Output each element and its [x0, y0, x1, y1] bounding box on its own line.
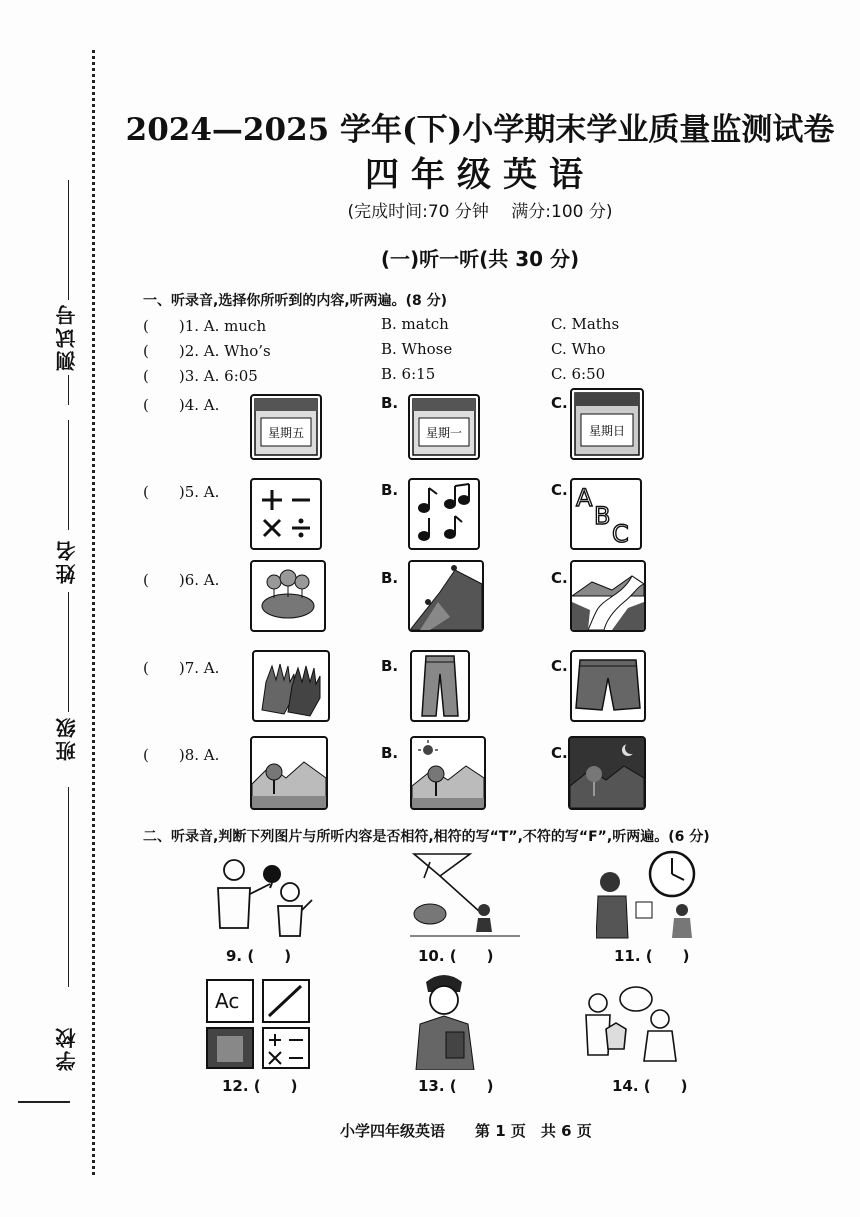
sidebar-bottom-line [18, 1101, 70, 1103]
q8-label-b: B. [381, 744, 399, 762]
school-subjects-grid-icon [205, 978, 311, 1070]
morning-landscape-icon [252, 738, 326, 808]
clock-and-students-icon [596, 846, 706, 942]
q7-picture-a[interactable] [252, 650, 330, 722]
name-underline-2 [68, 592, 69, 712]
class-underline [68, 787, 69, 987]
q6-picture-b[interactable] [408, 560, 484, 632]
q4-picture-a[interactable] [250, 394, 322, 460]
q2-option-b: B. Whose [381, 340, 453, 358]
calendar-icon [572, 390, 642, 458]
q4-c-day: 星期日 [588, 424, 626, 438]
name-label: 姓名 [55, 538, 79, 584]
q4-label-c: C. [551, 394, 568, 412]
q6-number: ( )6. A. [143, 571, 220, 589]
q5-label-c: C. [551, 481, 568, 499]
binding-sidebar [0, 0, 100, 1217]
exam-subject: 四年级英语 [365, 155, 595, 195]
q7-picture-b[interactable] [410, 650, 470, 722]
abc-letters-icon [572, 480, 640, 548]
test-number-field[interactable] [38, 180, 78, 400]
q7-number: ( )7. A. [143, 659, 220, 677]
q6-label-b: B. [381, 569, 399, 587]
q10-answer[interactable]: 10. ( ) [418, 947, 494, 965]
q14-answer[interactable]: 14. ( ) [612, 1077, 688, 1095]
school-field[interactable] [38, 1020, 78, 1080]
night-landscape-icon [570, 738, 644, 808]
test-number-underline [68, 180, 69, 300]
q7-picture-c[interactable] [570, 650, 646, 722]
q6-picture-a[interactable] [250, 560, 326, 632]
test-number-underline-2 [68, 375, 69, 405]
person-in-jacket-icon [406, 972, 482, 1070]
q4-picture-c[interactable] [570, 388, 644, 460]
mountain-climber-icon [410, 562, 482, 630]
q3-option-c: C. 6:50 [551, 365, 606, 383]
q3-option-b: B. 6:15 [381, 365, 436, 383]
q5-number: ( )5. A. [143, 483, 220, 501]
math-symbols-icon [252, 480, 320, 548]
q1-option-a: ( )1. A. much [143, 317, 267, 335]
class-field[interactable] [38, 715, 78, 815]
name-underline [68, 420, 69, 530]
question-3[interactable] [143, 365, 823, 387]
q4-picture-b[interactable] [408, 394, 480, 460]
exam-title: 2024—2025 学年(下)小学期末学业质量监测试卷 [125, 112, 835, 148]
question-7[interactable] [143, 651, 843, 731]
section2-title: 二、听录音,判断下列图片与所听内容是否相符,相符的写“T”,不符的写“F”,听两遍。(6 分) [143, 829, 710, 845]
q2-option-a: ( )2. A. Who’s [143, 342, 271, 360]
q9-picture [200, 848, 320, 940]
q4-label-b: B. [381, 394, 399, 412]
q1-option-c: C. Maths [551, 315, 620, 333]
svg-text:B: B [594, 502, 611, 530]
kite-flying-icon [410, 852, 520, 938]
shorts-icon [572, 652, 644, 720]
music-notes-icon [410, 480, 478, 548]
q7-label-c: C. [551, 657, 568, 675]
q3-option-a: ( )3. A. 6:05 [143, 367, 258, 385]
q8-label-c: C. [551, 744, 568, 762]
test-number-label: 测试号 [55, 302, 79, 371]
q6-picture-c[interactable] [570, 560, 646, 632]
exam-time-info: (完成时间:70 分钟 满分:100 分) [347, 202, 613, 222]
q9-answer[interactable]: 9. ( ) [226, 947, 292, 965]
question-2[interactable] [143, 340, 823, 362]
q5-picture-c[interactable] [570, 478, 642, 550]
q8-picture-c[interactable] [568, 736, 646, 810]
question-1[interactable] [143, 315, 823, 337]
svg-text:Ac: Ac [215, 989, 240, 1013]
ping-pong-players-icon [200, 848, 320, 940]
q14-picture [580, 985, 684, 1069]
q5-picture-b[interactable] [408, 478, 480, 550]
q5-label-b: B. [381, 481, 399, 499]
part-listening-title: (一)听一听(共 30 分) [380, 247, 580, 271]
page-footer: 小学四年级英语 第 1 页 共 6 页 [340, 1122, 592, 1140]
q2-option-c: C. Who [551, 340, 606, 358]
question-8[interactable] [143, 738, 843, 818]
q4-number: ( )4. A. [143, 396, 220, 414]
q6-label-c: C. [551, 569, 568, 587]
q8-picture-b[interactable] [410, 736, 486, 810]
q5-picture-a[interactable] [250, 478, 322, 550]
q8-picture-a[interactable] [250, 736, 328, 810]
school-label: 学校 [55, 1025, 79, 1071]
q12-picture [205, 978, 311, 1070]
q1-option-b: B. match [381, 315, 449, 333]
river-icon [572, 562, 644, 630]
two-people-with-shirt-icon [580, 985, 684, 1069]
gloves-icon [254, 652, 328, 720]
q13-answer[interactable]: 13. ( ) [418, 1077, 494, 1095]
q13-picture [406, 972, 482, 1070]
q4-b-day: 星期一 [425, 426, 463, 440]
class-label: 班级 [55, 715, 79, 761]
name-field[interactable] [38, 420, 78, 620]
q10-picture [410, 852, 520, 938]
q7-label-b: B. [381, 657, 399, 675]
q11-picture [596, 846, 706, 942]
svg-text:A: A [576, 484, 593, 512]
trousers-icon [412, 652, 468, 720]
section1-title: 一、听录音,选择你所听到的内容,听两遍。(8 分) [143, 293, 448, 309]
q4-a-day: 星期五 [267, 426, 305, 440]
q11-answer[interactable]: 11. ( ) [614, 947, 690, 965]
q8-number: ( )8. A. [143, 746, 220, 764]
sunny-landscape-icon [412, 738, 484, 808]
question-4[interactable] [143, 388, 843, 468]
q12-answer[interactable]: 12. ( ) [222, 1077, 298, 1095]
question-5[interactable] [143, 475, 843, 555]
binding-dotted-line [92, 50, 95, 1175]
question-6[interactable] [143, 563, 843, 643]
calendar-icon [252, 396, 320, 458]
calendar-icon [410, 396, 478, 458]
lake-icon [252, 562, 324, 630]
svg-text:C: C [612, 520, 629, 548]
